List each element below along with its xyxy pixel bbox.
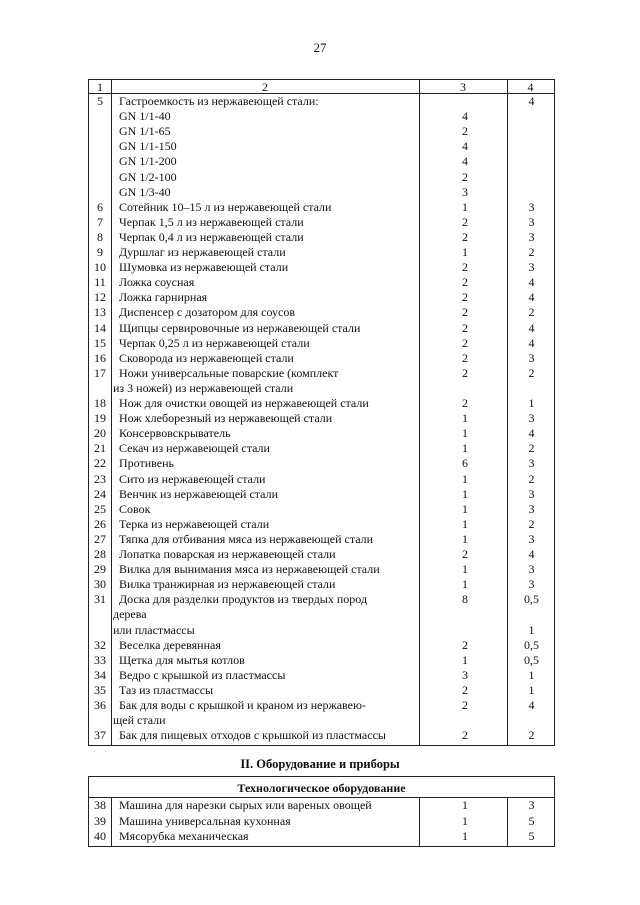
item-name: Машина универсальная кухонная	[119, 813, 291, 828]
item-quantity: 2	[462, 365, 468, 380]
item-name: GN 1/1-200	[119, 154, 177, 169]
item-service-life: 1	[528, 396, 535, 410]
row-number: 16	[94, 350, 106, 365]
row-number: 29	[94, 562, 106, 577]
item-name: Сотейник 10–15 л из нержавеющей стали	[119, 199, 332, 214]
item-quantity: 1	[462, 577, 468, 592]
item-quantity: 1	[462, 471, 468, 486]
item-name: Черпак 0,4 л из нержавеющей стали	[119, 229, 304, 244]
row-number: 35	[94, 682, 106, 697]
item-quantity: 1	[462, 411, 468, 426]
item-quantity: 2	[462, 124, 468, 139]
item-service-life: 3	[528, 456, 535, 471]
item-service-life: 3	[528, 350, 535, 365]
item-quantity: 2	[462, 275, 468, 290]
item-name: Гастроемкость из нержавеющей стали:	[119, 94, 319, 108]
item-name: Доска для разделки продуктов из твердых пород	[119, 592, 368, 607]
item-quantity: 2	[462, 396, 468, 410]
item-quantity: 1	[462, 798, 468, 812]
column-divider	[419, 797, 420, 846]
row-number: 14	[94, 320, 106, 335]
item-name: Нож для очистки овощей из нержавеющей стали	[119, 396, 369, 410]
item-service-life: 4	[528, 335, 535, 350]
item-quantity: 2	[462, 169, 468, 184]
item-name: GN 1/1-40	[119, 109, 171, 124]
item-name: Машина для нарезки сырых или вареных овощей	[119, 798, 372, 812]
row-number: 8	[97, 229, 103, 244]
column-divider	[419, 80, 420, 745]
item-service-life: 4	[528, 320, 535, 335]
item-name: GN 1/3-40	[119, 184, 171, 199]
item-name: Щипцы сервировочные из нержавеющей стали	[119, 320, 361, 335]
item-service-life: 3	[528, 798, 535, 812]
item-service-life: 4	[528, 547, 535, 561]
item-name: Таз из пластмассы	[119, 682, 214, 697]
row-number: 20	[94, 426, 106, 441]
row-number: 21	[94, 441, 106, 456]
item-name: щей стали	[113, 713, 166, 728]
item-quantity: 2	[462, 229, 468, 244]
equipment-table	[88, 79, 555, 746]
item-quantity: 2	[462, 728, 468, 743]
item-service-life: 3	[528, 199, 535, 214]
item-name: GN 1/2-100	[119, 169, 177, 184]
row-number: 6	[97, 199, 103, 214]
item-name: дерева	[113, 607, 147, 622]
item-quantity: 4	[462, 139, 468, 154]
row-number: 22	[94, 456, 106, 471]
item-service-life: 4	[528, 275, 535, 290]
item-name: Вилка транжирная из нержавеющей стали	[119, 577, 336, 592]
subsection-title: Технологическое оборудование	[89, 777, 554, 798]
item-name: Ведро с крышкой из пластмассы	[119, 667, 286, 682]
item-name: Бак для пищевых отходов с крышкой из пластмассы	[119, 728, 386, 743]
item-service-life: 1	[528, 682, 535, 697]
item-quantity: 2	[462, 214, 468, 229]
item-service-life: 4	[528, 698, 535, 712]
item-quantity: 2	[462, 335, 468, 350]
item-service-life: 3	[528, 531, 535, 546]
item-service-life: 3	[528, 214, 535, 229]
row-number: 25	[94, 501, 106, 516]
item-name: Противень	[119, 456, 174, 471]
item-name: или пластмассы	[113, 622, 195, 637]
item-service-life: 2	[528, 516, 535, 531]
item-name: Тяпка для отбивания мяса из нержавеющей стали	[119, 531, 374, 546]
item-name: Шумовка из нержавеющей стали	[119, 260, 289, 275]
row-number: 13	[94, 305, 106, 320]
item-quantity: 6	[462, 456, 468, 471]
item-service-life: 4	[528, 290, 535, 305]
item-quantity: 2	[462, 637, 468, 652]
row-number: 18	[94, 396, 106, 410]
item-name: Лопатка поварская из нержавеющей стали	[119, 547, 336, 561]
equipment-table-2	[88, 776, 555, 847]
item-service-life: 3	[528, 577, 535, 592]
row-number: 40	[94, 829, 106, 843]
header-col-1: 1	[97, 80, 103, 94]
item-name: GN 1/1-65	[119, 124, 171, 139]
item-quantity: 2	[462, 682, 468, 697]
header-col-4: 4	[527, 80, 534, 94]
header-col-2: 2	[262, 80, 268, 94]
column-divider	[507, 80, 508, 745]
item-service-life: 1	[528, 622, 535, 637]
item-name: Дуршлаг из нержавеющей стали	[119, 245, 286, 259]
row-number: 10	[94, 260, 106, 275]
row-number: 39	[94, 813, 106, 828]
item-quantity: 2	[462, 260, 468, 275]
row-number: 26	[94, 516, 106, 531]
item-name: Бак для воды с крышкой и краном из нержавею-	[119, 698, 366, 712]
item-service-life: 2	[528, 471, 535, 486]
row-number: 17	[94, 365, 106, 380]
item-quantity: 8	[462, 592, 468, 607]
item-quantity: 1	[462, 199, 468, 214]
item-service-life: 5	[528, 829, 535, 843]
item-quantity: 1	[462, 531, 468, 546]
item-quantity: 2	[462, 320, 468, 335]
item-quantity: 1	[462, 516, 468, 531]
item-name: Сито из нержавеющей стали	[119, 471, 266, 486]
item-quantity: 2	[462, 290, 468, 305]
item-quantity: 2	[462, 350, 468, 365]
item-quantity: 1	[462, 441, 468, 456]
row-number: 28	[94, 547, 106, 561]
row-number: 37	[94, 728, 106, 743]
item-service-life: 5	[528, 813, 535, 828]
item-service-life: 2	[528, 245, 535, 259]
item-quantity: 2	[462, 547, 468, 561]
item-name: Черпак 0,25 л из нержавеющей стали	[119, 335, 310, 350]
row-number: 24	[94, 486, 106, 501]
item-quantity: 4	[462, 154, 468, 169]
row-number: 23	[94, 471, 106, 486]
item-name: Ножи универсальные поварские (комплект	[119, 365, 339, 380]
item-service-life: 3	[528, 486, 535, 501]
row-number: 32	[94, 637, 106, 652]
item-quantity: 3	[462, 184, 468, 199]
item-service-life: 3	[528, 562, 535, 577]
item-name: Сковорода из нержавеющей стали	[119, 350, 294, 365]
row-number: 15	[94, 335, 106, 350]
row-number: 19	[94, 411, 106, 426]
item-service-life: 3	[528, 229, 535, 244]
row-number: 33	[94, 652, 106, 667]
item-quantity: 1	[462, 562, 468, 577]
row-number: 7	[97, 214, 103, 229]
item-service-life: 2	[528, 728, 535, 743]
item-quantity: 3	[462, 667, 468, 682]
item-name: Нож хлеборезный из нержавеющей стали	[119, 411, 333, 426]
row-number: 9	[97, 245, 103, 259]
item-service-life: 3	[528, 501, 535, 516]
item-name: Диспенсер с дозатором для соусов	[119, 305, 296, 320]
item-name: Веселка деревянная	[119, 637, 221, 652]
item-name: Ложка соусная	[119, 275, 195, 290]
item-service-life: 1	[528, 667, 535, 682]
item-service-life: 3	[528, 260, 535, 275]
item-name: Консервовскрыватель	[119, 426, 231, 441]
row-number: 30	[94, 577, 106, 592]
page-number: 27	[313, 40, 327, 55]
header-col-3: 3	[460, 80, 466, 94]
row-number: 27	[94, 531, 106, 546]
item-service-life: 2	[528, 441, 535, 456]
column-divider	[507, 797, 508, 846]
item-service-life: 0,5	[524, 592, 539, 607]
item-service-life: 2	[528, 305, 535, 320]
item-quantity: 1	[462, 245, 468, 259]
item-quantity: 4	[462, 109, 468, 124]
item-quantity: 1	[462, 486, 468, 501]
item-quantity: 1	[462, 501, 468, 516]
item-name: GN 1/1-150	[119, 139, 177, 154]
item-name: Черпак 1,5 л из нержавеющей стали	[119, 214, 304, 229]
row-number: 12	[94, 290, 106, 305]
row-number: 5	[97, 94, 103, 108]
item-service-life: 4	[528, 94, 535, 108]
item-service-life: 3	[528, 411, 535, 426]
item-quantity: 2	[462, 305, 468, 320]
item-quantity: 1	[462, 652, 468, 667]
item-name: Ложка гарнирная	[119, 290, 208, 305]
row-number: 36	[94, 698, 106, 712]
item-name: Мясорубка механическая	[119, 829, 249, 843]
item-name: Вилка для вынимания мяса из нержавеющей стали	[119, 562, 380, 577]
item-quantity: 1	[462, 813, 468, 828]
item-quantity: 1	[462, 426, 468, 441]
row-number: 38	[94, 798, 106, 812]
item-service-life: 0,5	[524, 637, 539, 652]
item-name: Секач из нержавеющей стали	[119, 441, 270, 456]
row-number: 34	[94, 667, 106, 682]
item-name: Совок	[119, 501, 151, 516]
row-number: 31	[94, 592, 106, 607]
item-quantity: 2	[462, 698, 468, 712]
item-service-life: 4	[528, 426, 535, 441]
item-name: Терка из нержавеющей стали	[119, 516, 270, 531]
row-number: 11	[94, 275, 106, 290]
item-name: Венчик из нержавеющей стали	[119, 486, 278, 501]
item-service-life: 0,5	[524, 652, 539, 667]
item-quantity: 1	[462, 829, 468, 843]
column-divider	[111, 797, 112, 846]
item-name: из 3 ножей) из нержавеющей стали	[113, 380, 294, 395]
item-name: Щетка для мытья котлов	[119, 652, 245, 667]
item-service-life: 2	[528, 365, 535, 380]
column-divider	[111, 80, 112, 745]
section-title: II. Оборудование и приборы	[240, 757, 400, 771]
